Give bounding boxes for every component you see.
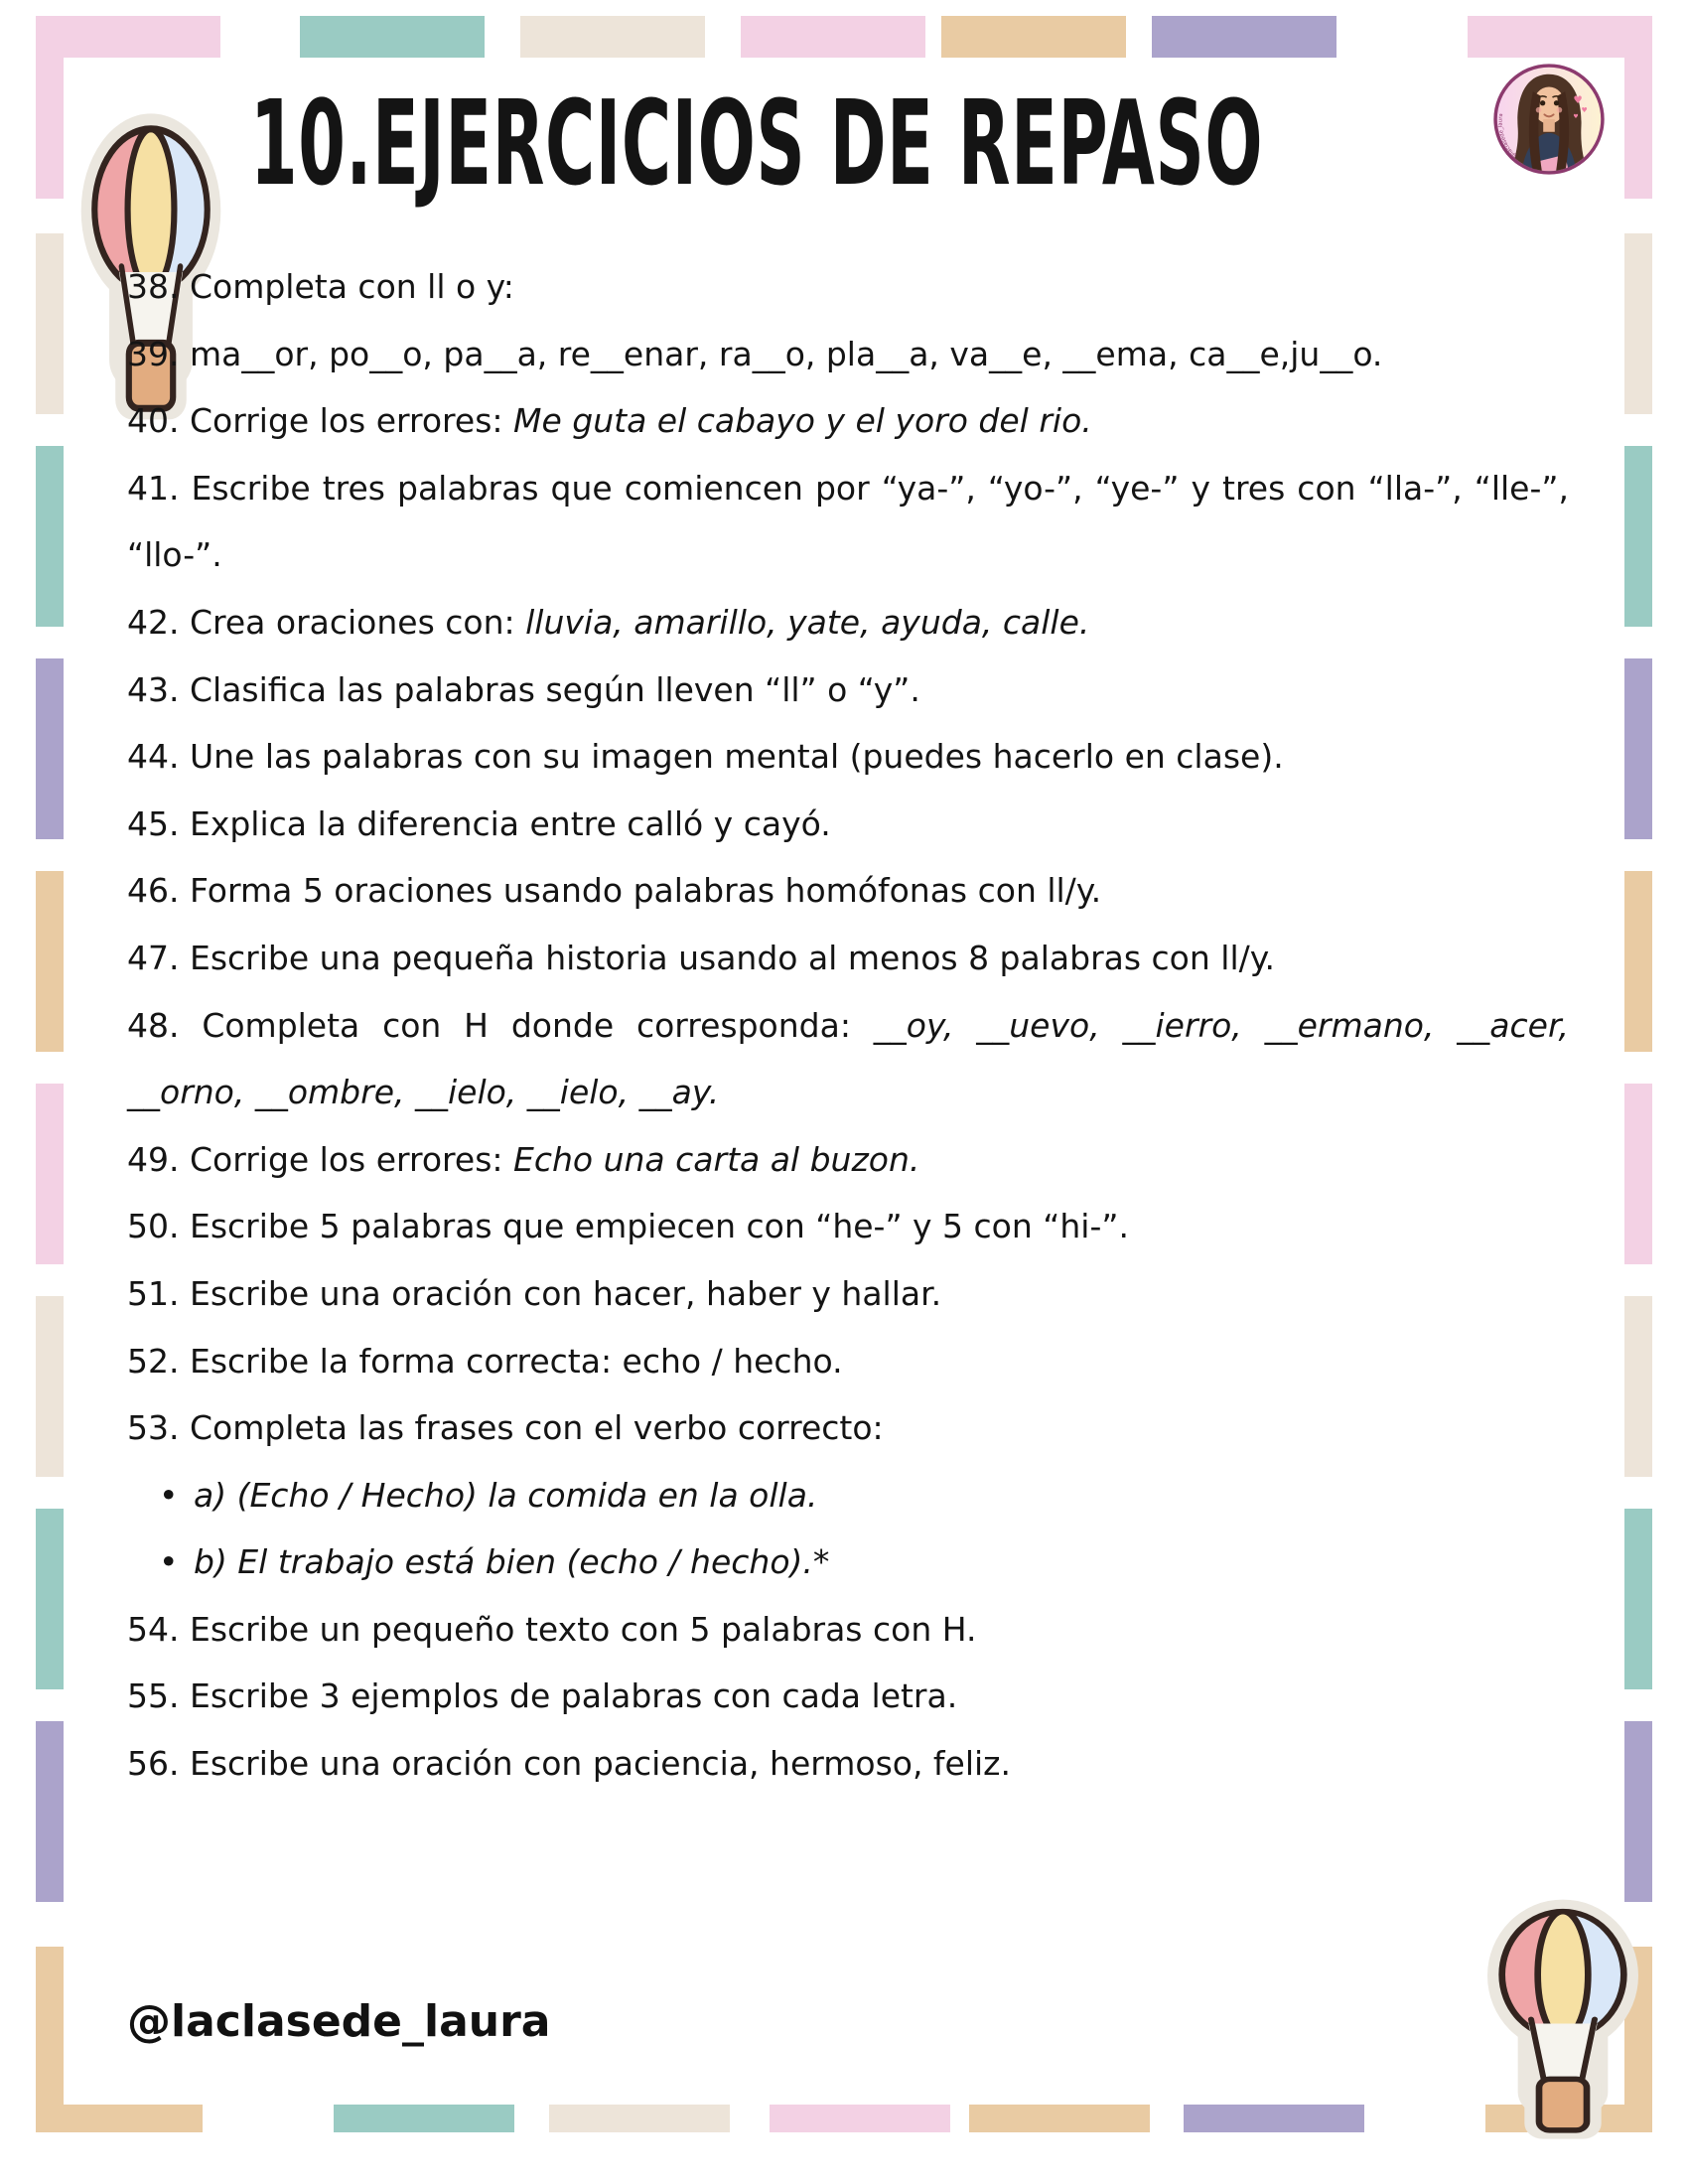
bullet-icon: •: [159, 1542, 179, 1582]
exercise-number: 43.: [127, 669, 190, 709]
exercise-text: Escribe una pequeña historia usando al menos 8 palabras con ll/y.: [189, 938, 1276, 977]
exercise-item: [127, 925, 1569, 992]
exercise-item: [127, 857, 1569, 925]
exercise-item: [127, 1126, 1569, 1194]
border-block: [1624, 871, 1652, 1052]
avatar-handle-text: @laclasede_laura: [1497, 112, 1518, 160]
exercise-text: Clasifica las palabras según lleven “ll” o “y”.: [189, 669, 920, 709]
svg-text:♥: ♥: [1573, 93, 1583, 106]
exercise-item: [127, 253, 1569, 321]
exercise-number: 51.: [127, 1273, 190, 1313]
exercise-item: [127, 992, 1569, 1126]
exercise-number: 39.: [127, 334, 190, 373]
exercise-item: [127, 1394, 1569, 1462]
hot-air-balloon-icon: [1483, 1893, 1642, 2143]
exercise-item: [127, 1663, 1569, 1730]
border-block: [36, 658, 64, 839]
exercise-italic-text: Echo una carta al buzon.: [513, 1139, 920, 1179]
exercise-text: Escribe una oración con paciencia, hermoso, feliz.: [189, 1744, 1011, 1784]
border-block: [36, 1721, 64, 1902]
exercise-text: Une las palabras con su imagen mental (puedes hacerlo en clase).: [189, 737, 1284, 777]
exercise-text: Forma 5 oraciones usando palabras homófonas con ll/y.: [189, 871, 1102, 911]
exercise-text: Explica la diferencia entre calló y cayó.: [189, 803, 831, 843]
exercise-item: [127, 1193, 1569, 1260]
exercise-item: [127, 723, 1569, 791]
exercise-text: Corrige los errores:: [189, 1139, 513, 1179]
border-block: [1624, 1721, 1652, 1902]
exercise-text: ma__or, po__o, pa__a, re__enar, ra__o, pla__a, va__e, __ema, ca__e,ju__o.: [189, 334, 1383, 373]
exercise-item: [127, 1260, 1569, 1328]
exercise-number: 40.: [127, 401, 190, 441]
exercise-text: Escribe un pequeño texto con 5 palabras con H.: [189, 1609, 977, 1649]
border-block: [36, 1296, 64, 1477]
exercise-italic-text: b) El trabajo está bien (echo / hecho).*: [194, 1542, 830, 1582]
border-block: [941, 16, 1126, 58]
exercise-text: Escribe una oración con hacer, haber y hallar.: [189, 1273, 942, 1313]
exercise-item: [127, 589, 1569, 656]
exercise-italic-text: lluvia, amarillo, yate, ayuda, calle.: [525, 602, 1090, 642]
border-block: [520, 16, 705, 58]
border-block: [1624, 233, 1652, 414]
border-block: [36, 16, 220, 58]
exercise-text: Completa las frases con el verbo correcto:: [189, 1408, 884, 1448]
exercise-text: Corrige los errores:: [189, 401, 513, 441]
border-block: [36, 446, 64, 627]
border-block: [1152, 16, 1336, 58]
border-block: [1624, 1509, 1652, 1689]
exercise-item: [127, 1730, 1569, 1798]
exercise-number: 55.: [127, 1676, 190, 1716]
exercise-number: 53.: [127, 1408, 190, 1448]
exercise-bullet-item: [127, 1529, 1569, 1596]
exercise-number: 47.: [127, 938, 190, 977]
exercise-italic-text: __oy, __uevo, __ierro, __ermano, __acer, __orno, __ombre, __ielo, __ielo, __ay.: [127, 1005, 1569, 1112]
bullet-icon: •: [159, 1475, 179, 1515]
border-block: [1468, 16, 1652, 58]
border-block: [36, 1084, 64, 1264]
border-block: [1184, 2105, 1364, 2132]
page-title: 10.EJERCICIOS DE REPASO: [250, 74, 1264, 212]
exercise-item: [127, 1596, 1569, 1664]
exercise-text: Completa con H donde corresponda:: [202, 1005, 874, 1045]
border-block: [300, 16, 485, 58]
exercise-number: 42.: [127, 602, 190, 642]
exercise-number: 54.: [127, 1609, 190, 1649]
exercise-item: [127, 321, 1569, 388]
exercise-number: 38.: [127, 267, 190, 306]
exercise-item: [127, 387, 1569, 455]
border-block: [334, 2105, 514, 2132]
exercise-text: Crea oraciones con:: [189, 602, 526, 642]
border-block: [549, 2105, 730, 2132]
border-block: [770, 2105, 950, 2132]
exercise-item: [127, 1328, 1569, 1395]
exercise-number: 48.: [127, 1005, 203, 1045]
exercise-item: [127, 455, 1569, 589]
exercise-bullet-item: [127, 1462, 1569, 1529]
border-block: [969, 2105, 1150, 2132]
exercise-number: 52.: [127, 1341, 190, 1381]
exercise-number: 46.: [127, 871, 190, 911]
svg-text:♥: ♥: [1581, 106, 1588, 115]
exercise-number: 56.: [127, 1744, 190, 1784]
exercise-number: 50.: [127, 1207, 190, 1246]
exercise-item: [127, 791, 1569, 858]
border-block: [1624, 1084, 1652, 1264]
border-block: [36, 1509, 64, 1689]
border-block: [1624, 1296, 1652, 1477]
exercise-text: Completa con ll o y:: [189, 267, 514, 306]
exercise-number: 41.: [127, 468, 192, 508]
svg-text:♥: ♥: [1573, 113, 1579, 120]
exercise-list: [127, 253, 1569, 1798]
avatar: [1491, 62, 1607, 177]
exercise-italic-text: Me guta el cabayo y el yoro del rio.: [513, 401, 1092, 441]
author-handle: @laclasede_laura: [127, 1996, 551, 2047]
border-block: [36, 871, 64, 1052]
exercise-number: 44.: [127, 737, 190, 777]
border-block: [741, 16, 925, 58]
exercise-number: 49.: [127, 1139, 190, 1179]
exercise-item: [127, 656, 1569, 724]
exercise-text: Escribe 5 palabras que empiecen con “he-” y 5 con “hi-”.: [189, 1207, 1129, 1246]
border-block: [1624, 446, 1652, 627]
exercise-number: 45.: [127, 803, 190, 843]
exercise-text: Escribe tres palabras que comiencen por “ya-”, “yo-”, “ye-” y tres con “lla-”, “lle-”, “llo-”.: [127, 468, 1569, 575]
exercise-text: Escribe 3 ejemplos de palabras con cada letra.: [189, 1676, 958, 1716]
exercise-text: Escribe la forma correcta: echo / hecho.: [189, 1341, 843, 1381]
border-block: [1624, 658, 1652, 839]
border-block: [36, 2105, 203, 2132]
exercise-italic-text: a) (Echo / Hecho) la comida en la olla.: [194, 1475, 818, 1515]
border-block: [36, 233, 64, 414]
